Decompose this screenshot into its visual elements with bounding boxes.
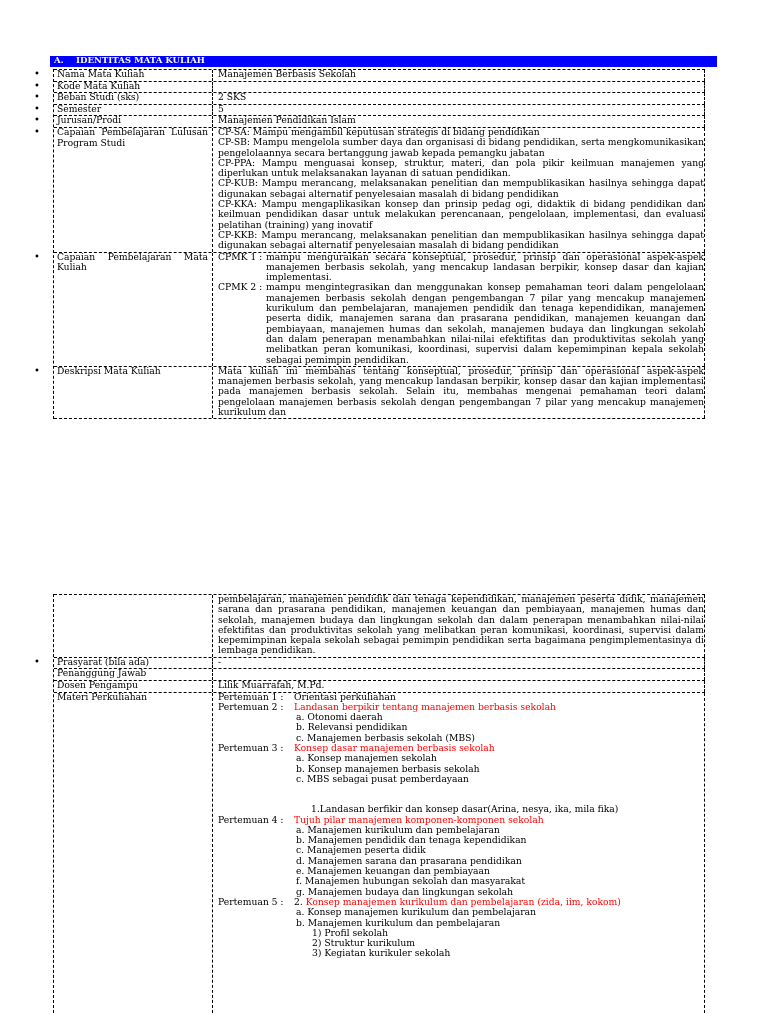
cpl-item: CP-KUB: Mampu merancang, melaksanakan penelitian dan mempublikasikan hasilnya sehingga dapat digunakan sebagai alternatif penyelesaian masalah di bidang pendidikan (218, 178, 704, 200)
list-item: d. Manajemen sarana dan prasarana pendidikan (296, 855, 522, 867)
bullet-icon: • (34, 656, 40, 668)
row-label: Materi Perkuliahan (54, 693, 213, 1013)
cpmk-label: CPMK 1 : (218, 251, 263, 263)
bullet-icon: • (34, 126, 40, 138)
meeting-title: Landasan berpikir tentang manajemen berbasis sekolah (294, 701, 556, 713)
bullet-icon: • (34, 365, 40, 377)
table-row (34, 92, 705, 105)
cpmk-list (213, 253, 705, 366)
meeting-title: Konsep manajemen kurikulum dan pembelajaran (zida, iim, kokom) (305, 896, 621, 908)
row-label: Dosen Pengampu (54, 681, 213, 692)
section-title: IDENTITAS MATA KULIAH (76, 56, 205, 66)
table-row (54, 669, 705, 681)
cpmk-item (218, 253, 704, 284)
table-row (34, 126, 705, 253)
cpmk-text: mampu menguraikan secara konseptual, prosedur, prinsip dan operasional aspek-aspek manajemen berbasis sekolah, yang mencakup landasan berpikir, konsep dasar dan kajian implementasi. (266, 251, 704, 284)
list-item: g. Manajemen budaya dan lingkungan sekolah (296, 886, 514, 898)
row-label: Deskripsi Mata Kuliah (54, 367, 213, 418)
list-item: f. Manajemen hubungan sekolah dan masyarakat (296, 876, 526, 888)
identity-table (34, 69, 705, 419)
table-row (54, 693, 705, 1013)
list-item: c. MBS sebagai pusat pemberdayaan (296, 773, 469, 785)
meeting-label: Pertemuan 4 : (218, 814, 284, 826)
row-value: Lilik Muarrafah, M.Pd. (213, 681, 705, 692)
meeting-2 (218, 703, 704, 713)
cpl-item: CP-PPA: Mampu menguasai konsep, struktur, materi, dan pola pikir keilmuan manajemen yang diperlukan untuk melaksanakan layanan di satuan pendidikan. (218, 157, 704, 180)
deskripsi-text: Mata kuliah ini membahas tentang konseptual, prosedur, prinsip dan operasional aspek-aspek manajemen berbasis sekolah, yang mencakup landasan berpikir, konsep dasar dan kajian implementasi pada manajemen berbasis sekolah. Selain itu, membahas mengenai pemahaman teori dalam pengelolaan manajemen berbasis sekolah dengan pengembangan 7 pilar yang mencakup manajemen kurikulum dan (213, 367, 705, 418)
row-value: - (213, 658, 705, 669)
list-item: a. Konsep manajemen sekolah (296, 753, 437, 765)
list-item: b. Manajemen kurikulum dan pembelajaran (296, 917, 501, 929)
meeting-title: Konsep dasar manajemen berbasis sekolah (294, 743, 495, 755)
list-item: c. Manajemen berbasis sekolah (MBS) (296, 732, 476, 744)
table-row (34, 365, 705, 419)
list-subitem: 3) Kegiatan kurikuler sekolah (312, 948, 451, 960)
table-row (34, 103, 705, 117)
list-subitem: 1) Profil sekolah (312, 927, 389, 939)
bullet-icon: • (34, 69, 40, 80)
list-item: b. Manajemen pendidik dan tenaga kependidikan (296, 835, 527, 847)
cpl-item: CP-SA: Mampu mengambil keputusan strategis di bidang pendidikan (218, 126, 540, 138)
section-header (50, 56, 717, 67)
cpl-item: CP-KKA: Mampu mengaplikasikan konsep dan prinsip pedag ogi, didaktik di bidang pendidikan dan keilmuan pendidikan dasar untuk melakukan perencanaan, pengelolaan, implementasi, dan evaluasi pelatihan (training) yang inovatif (218, 199, 704, 231)
cpmk-label: CPMK 2 : (218, 282, 263, 294)
row-label: Beban Studi (sks) (54, 93, 213, 104)
bullet-icon: • (34, 115, 40, 127)
bullet-icon: • (34, 92, 40, 104)
row-value: 2 SKS (213, 93, 705, 104)
table-row (34, 80, 705, 94)
list-item: b. Konsep manajemen berbasis sekolah (296, 763, 480, 775)
meeting-title: Orientasi perkuliahan (294, 691, 396, 703)
meeting-label: Pertemuan 5 : (218, 896, 284, 908)
row-label: Jurusan/Prodi (54, 116, 213, 127)
row-label: Semester (54, 105, 213, 116)
bullet-icon: • (34, 251, 40, 263)
list-item: e. Manajemen keuangan dan pembiayaan (296, 866, 490, 878)
table-row (54, 681, 705, 693)
row-value: 5 (213, 105, 705, 116)
row-label: Prasyarat (bila ada) (54, 658, 213, 669)
bullet-icon: • (34, 80, 40, 92)
row-label: Penanggung Jawab (54, 669, 213, 680)
cpmk-text: mampu mengintegrasikan dan menggunakan konsep pemahaman teori dalam pengelolaan manajemen berbasis sekolah dengan pengembangan 7 pilar yang mencakup manajemen kurikulum dan pembelajaran, manajemen pendidik dan tenaga kependidikan, manajemen peserta didik, manajemen sarana dan prasarana pendidikan, manajemen keuangan dan pembiayaan, manajemen humas dan sekolah, manajemen budaya dan lingkungan sekolah dan dalam penerapan menambahkan nilai-nilai efektifitas dan produktivitas sekolah yang melibatkan peran komunikasi, koordinasi, supervisi dalam kepemimpinan kepala sekolah sebagai pemimpin pendidikan. (266, 282, 704, 366)
list-item: b. Relevansi pendidikan (296, 722, 408, 734)
cpl-item: CP-KKB: Mampu merancang, melaksanakan penelitian dan mempublikasikan hasilnya sehingga dapat digunakan sebagai alternatif penyelesaian masalah di bidang pendidikan (218, 229, 704, 252)
list-item: a. Konsep manajemen kurikulum dan pembelajaran (296, 907, 537, 919)
list-item: c. Manajemen peserta didik (296, 845, 426, 857)
bullet-icon: • (34, 103, 40, 115)
row-value: Manajemen Pendidikan Islam (213, 116, 705, 127)
row-label: Nama Mata Kuliah (54, 70, 213, 81)
meeting-label: Pertemuan 2 : (218, 701, 284, 713)
table-row (54, 594, 705, 658)
meeting-number: 2. (294, 896, 303, 908)
row-label: Kode Mata Kuliah (54, 82, 213, 93)
materi-list (213, 693, 705, 1013)
meeting-3 (218, 744, 704, 754)
cpl-list (213, 128, 705, 252)
cpl-item: CP-SB: Mampu mengelola sumber daya dan organisasi di bidang pendidikan, serta mengkomunikasikan pengelolaannya secara bertanggung jawab kepada pemangku jabatan (218, 137, 704, 159)
meeting-label: Pertemuan 3 : (218, 743, 284, 755)
table-row (34, 251, 705, 367)
identity-table-continued (34, 594, 705, 1013)
row-value (213, 669, 705, 680)
row-value: Manajemen Berbasis Sekolah (213, 70, 705, 81)
meeting-label: Pertemuan 1 : (218, 691, 284, 703)
row-label: Capaian Pembelajaran Mata Kuliah (54, 253, 213, 366)
list-subitem: 2) Struktur kurikulum (312, 938, 416, 950)
row-label-empty (54, 595, 213, 657)
group-note: 1.Landasan berfikir dan konsep dasar(Arina, nesya, ika, mila fika) (311, 804, 619, 816)
row-value (213, 82, 705, 93)
list-item: a. Otonomi daerah (296, 712, 383, 724)
section-letter: A. (54, 56, 64, 66)
list-item: a. Manajemen kurikulum dan pembelajaran (296, 824, 500, 836)
deskripsi-continued: pembelajaran, manajemen pendidik dan tenaga kependidikan, manajemen peserta didik, manajemen sarana dan prasarana pendidikan, manajemen keuangan dan pembiayaan, manajemen humas dan sekolah, manajemen budaya dan lingkungan sekolah dan dalam penerapan menambahkan nilai-nilai efektifitas dan produktivitas sekolah yang melibatkan peran komunikasi, koordinasi, supervisi dalam kepemimpinan kepala sekolah sebagai pemimpin pendidikan serta bagaimana pengimplementasinya di lembaga pendidikan. (213, 595, 705, 657)
meeting-title: Tujuh pilar manajemen komponen-komponen sekolah (294, 814, 544, 826)
table-row (34, 69, 705, 82)
table-row (34, 656, 705, 670)
row-label: Capaian Pembelajaran Lulusan Program Studi (54, 128, 213, 252)
cpmk-item (218, 283, 704, 365)
